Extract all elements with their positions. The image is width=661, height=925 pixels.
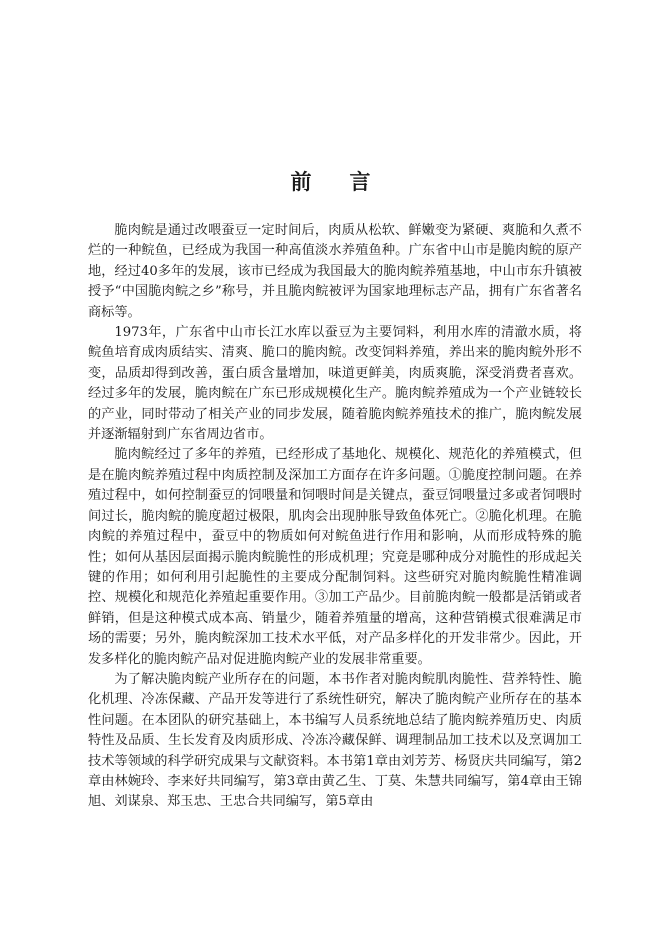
paragraph-4: 为了解决脆肉鲩产业所存在的问题，本书作者对脆肉鲩肌肉脆性、营养特性、脆化机理、冷冻保藏、产品开发等进行了系统性研究，解决了脆肉鲩产业所存在的基本性问题。在本团队的研究基础上，本书编写人员系统地总结了脆肉鲩养殖历史、肉质特性及品质、生长发育及肉质形成、冷冻冷藏保鲜、调理制品加工技术以及烹调加工技术等领域的科学研究成果与文献资料。本书第1章由刘芳芳、杨贤庆共同编写，第2章由林婉玲、李来好共同编写，第3章由黄乙生、丁莫、朱慧共同编写，第4章由王锦旭、刘谋泉、郑玉忠、王忠合共同编写，第5章由 <box>88 671 582 810</box>
page-title: 前言 <box>290 169 409 194</box>
paragraph-2: 1973年，广东省中山市长江水库以蚕豆为主要饲料，利用水库的清澈水质，将鲩鱼培育成肉质结实、清爽、脆口的脆肉鲩。改变饲料养殖，养出来的脆肉鲩外形不变，品质却得到改善，蛋白质含量增加，味道更鲜美，肉质爽脆，深受消费者喜欢。经过多年的发展，脆肉鲩在广东已形成规模化生产。脆肉鲩养殖成为一个产业链较长的产业，同时带动了相关产业的同步发展，随着脆肉鲩养殖技术的推广，脆肉鲩发展并逐渐辐射到广东省周边省市。 <box>88 325 582 443</box>
body-text <box>88 221 582 813</box>
paragraph-1: 脆肉鲩是通过改喂蚕豆一定时间后，肉质从松软、鲜嫩变为紧硬、爽脆和久煮不烂的一种鲩鱼，已经成为我国一种高值淡水养殖鱼种。广东省中山市是脆肉鲩的原产地，经过40多年的发展，该市已经成为我国最大的脆肉鲩养殖基地，中山市东升镇被授予“中国脆肉鲩之乡”称号，并且脆肉鲩被评为国家地理标志产品，拥有广东省著名商标等。 <box>88 223 582 320</box>
paragraph-3: 脆肉鲩经过了多年的养殖，已经形成了基地化、规模化、规范化的养殖模式，但是在脆肉鲩养殖过程中肉质控制及深加工方面存在许多问题。①脆度控制问题。在养殖过程中，如何控制蚕豆的饲喂量和饲喂时间是关键点，蚕豆饲喂量过多或者饲喂时间过长，脆肉鲩的脆度超过极限，肌肉会出现肿胀导致鱼体死亡。②脆化机理。在脆肉鲩的养殖过程中，蚕豆中的物质如何对鲩鱼进行作用和影响，从而形成特殊的脆性；如何从基因层面揭示脆肉鲩脆性的形成机理；究竟是哪种成分对脆性的形成起关键的作用；如何利用引起脆性的主要成分配制饲料。这些研究对脆肉鲩脆性精准调控、规模化和规范化养殖起重要作用。③加工产品少。目前脆肉鲩一般都是活销或者鲜销，但是这种模式成本高、销量少，随着养殖量的增高，这种营销模式很难满足市场的需要；另外，脆肉鲩深加工技术水平低，对产品多样化的开发非常少。因此，开发多样化的脆肉鲩产品对促进脆肉鲩产业的发展非常重要。 <box>88 447 582 667</box>
